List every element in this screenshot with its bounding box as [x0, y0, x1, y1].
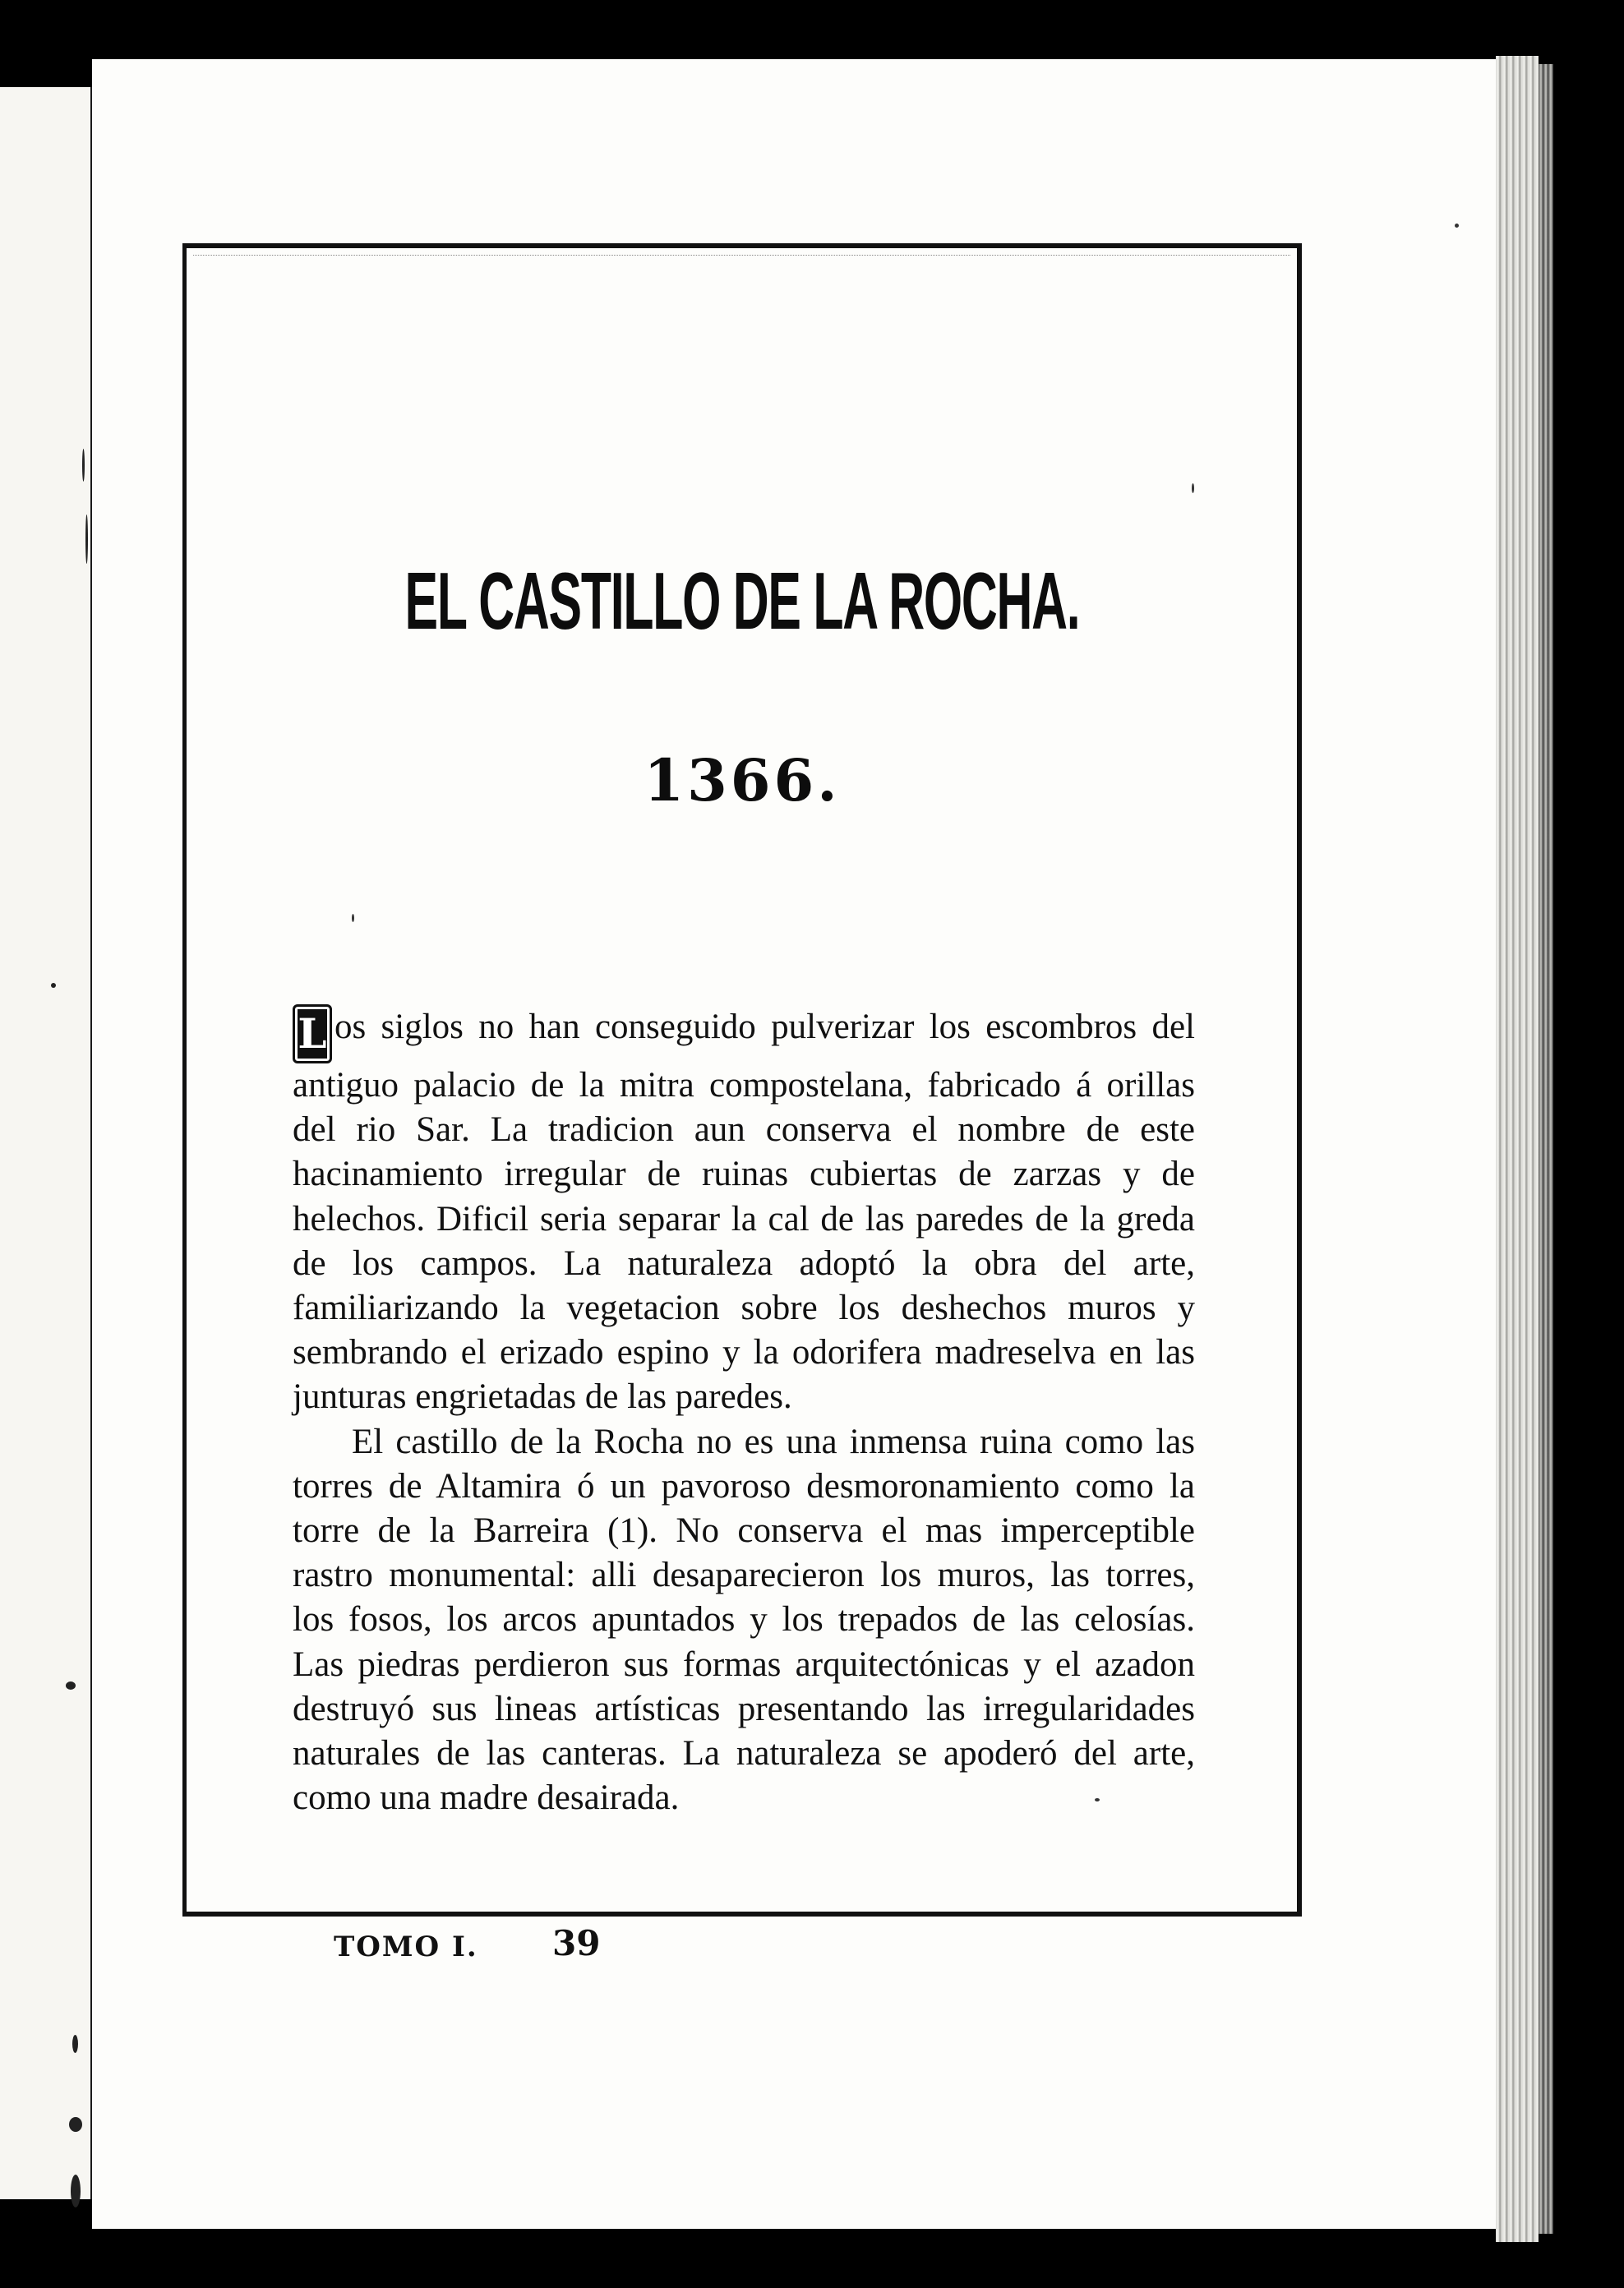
drop-cap: L — [293, 1004, 332, 1063]
volume-label: TOMO I. — [334, 1931, 478, 1963]
paragraph-2: El castillo de la Rocha no es una inmensa ruina como las torres de Altamira ó un pavoroso desmoronamiento como la torre de la Barreira (1). No conserva el mas imperceptible rastro monumental: alli desaparecieron los muros, las torres, los fosos, los arcos apuntados y los trepados de las celosías. Las piedras perdieron sus formas arquitectónicas y el azadon destruyó sus lineas artísticas presentando las irregularidades naturales de las canteras. La naturaleza se apoderó del arte, como una madre desairada. — [293, 1422, 1195, 1818]
chapter-title: EL CASTILLO DE LA ROCHA. — [404, 556, 1080, 646]
body-text — [293, 1004, 1195, 1820]
chapter-year: 1366. — [644, 746, 841, 814]
dust-speck — [352, 914, 354, 922]
previous-leaf-edge — [0, 87, 93, 2199]
page-number: 39 — [552, 1923, 601, 1963]
page-stack-shadow — [1539, 64, 1553, 2234]
page-stack-edge — [1496, 56, 1539, 2242]
dust-speck — [1192, 483, 1194, 493]
dust-speck — [1455, 224, 1459, 228]
paragraph-1 — [293, 1004, 1195, 1420]
paragraph-1-text: os siglos no han conseguido pulverizar los escombros del antiguo palacio de la mitra compostelana, fabricado á orillas del rio Sar. La tradicion aun conserva el nombre de este hacinamiento irregular de ruinas cubiertas de zarzas y de helechos. Dificil seria separar la cal de las paredes de la greda de los campos. La naturaleza adoptó la obra del arte, familiarizando la vegetacion sobre los deshechos muros y sembrando el erizado espino y la odorifera madreselva en las junturas engrietadas de las paredes. — [293, 1008, 1195, 1417]
dust-speck — [1095, 1798, 1100, 1801]
